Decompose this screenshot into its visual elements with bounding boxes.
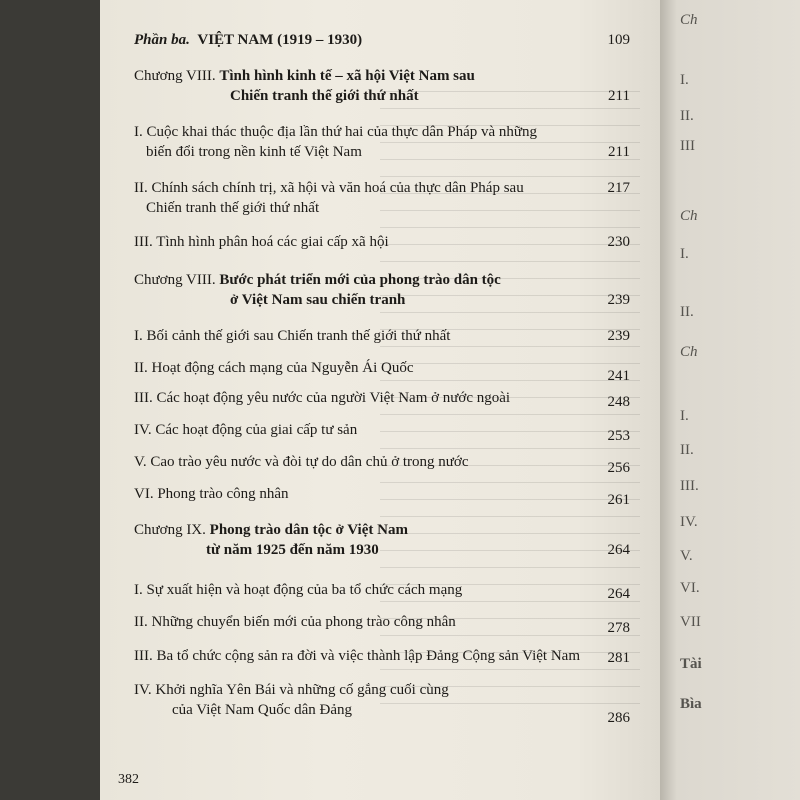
toc-entry (134, 420, 630, 444)
toc-entry (134, 646, 630, 666)
chapter-title-line: Phong trào dân tộc ở Việt Nam (209, 522, 408, 538)
entry-line: I. Sự xuất hiện và hoạt động của ba tổ chức cách mạng (134, 582, 463, 598)
right-fragment: Ch (680, 12, 698, 28)
part-title: VIỆT NAM (1919 – 1930) (197, 32, 363, 48)
entry-line: II. Chính sách chính trị, xã hội và văn hoá của thực dân Pháp sau (134, 180, 524, 196)
page-ref: 264 (607, 586, 630, 602)
entry-line: IV. Khởi nghĩa Yên Bái và những cố gắng cuối cùng (134, 682, 449, 698)
chapter-title-line: ở Việt Nam sau chiến tranh (230, 292, 406, 308)
right-fragment: Ch (680, 208, 698, 224)
right-fragment: II. (680, 442, 694, 458)
toc-entry (134, 452, 630, 476)
entry-line: III. Tình hình phân hoá các giai cấp xã hội (134, 234, 389, 250)
toc-entry (134, 358, 630, 384)
page-ref: 211 (608, 144, 630, 160)
page-ref: 261 (607, 492, 630, 508)
entry-line: VI. Phong trào công nhân (134, 486, 289, 502)
page-ref: 239 (607, 292, 630, 308)
page-ref: 109 (607, 32, 630, 48)
page-ref: 286 (607, 710, 630, 726)
toc-entry (134, 680, 630, 726)
toc-entry (134, 232, 630, 252)
chapter-heading (134, 270, 630, 310)
toc-entry (134, 580, 630, 600)
right-fragment: Tài (680, 656, 702, 672)
entry-line: biến đổi trong nền kinh tế Việt Nam (146, 144, 362, 160)
entry-line: I. Cuộc khai thác thuộc địa lần thứ hai của thực dân Pháp và những (134, 124, 538, 140)
page-ref: 211 (608, 88, 630, 104)
right-fragment: Bìa (680, 696, 702, 712)
chapter-label: Chương VIII. (134, 68, 216, 84)
part-header (134, 30, 630, 50)
right-fragment: II. (680, 108, 694, 124)
right-fragment: VI. (680, 580, 700, 596)
entry-line: của Việt Nam Quốc dân Đảng (172, 702, 353, 718)
page-ref: 230 (607, 234, 630, 250)
page-number: 382 (118, 772, 139, 787)
page-ref: 253 (607, 428, 630, 444)
right-fragment: VII (680, 614, 701, 630)
chapter-label: Chương IX. (134, 522, 206, 538)
chapter-title-line: Tình hình kinh tế – xã hội Việt Nam sau (219, 68, 475, 84)
chapter-heading (134, 66, 630, 106)
entry-line: II. Những chuyển biến mới của phong trào công nhân (134, 614, 456, 630)
toc-entry (134, 612, 630, 636)
page-ref: 248 (607, 394, 630, 410)
right-fragment: I. (680, 246, 689, 262)
entry-line: V. Cao trào yêu nước và đòi tự do dân chủ ở trong nước (134, 454, 469, 470)
page-ref: 239 (607, 328, 630, 344)
page-ref: 281 (607, 650, 630, 666)
right-fragment: II. (680, 304, 694, 320)
page-ref: 264 (607, 542, 630, 558)
toc-entry (134, 122, 630, 162)
page-ref: 217 (607, 180, 630, 196)
entry-line: III. Ba tổ chức cộng sản ra đời và việc thành lập Đảng Cộng sản Việt Nam (134, 648, 581, 664)
part-label: Phần ba. (134, 32, 190, 48)
entry-line: IV. Các hoạt động của giai cấp tư sản (134, 422, 358, 438)
chapter-label: Chương VIII. (134, 272, 216, 288)
entry-line: II. Hoạt động cách mạng của Nguyễn Ái Quốc (134, 360, 414, 376)
chapter-title-line: từ năm 1925 đến năm 1930 (206, 542, 379, 558)
right-fragment: Ch (680, 344, 698, 360)
toc-entry (134, 388, 630, 408)
page-ref: 241 (607, 368, 630, 384)
entry-line: III. Các hoạt động yêu nước của người Việt Nam ở nước ngoài (134, 390, 511, 406)
chapter-title-line: Chiến tranh thế giới thứ nhất (230, 88, 419, 104)
right-fragment: I. (680, 72, 689, 88)
toc-entry (134, 326, 630, 346)
right-fragment: III (680, 138, 695, 154)
right-fragment: IV. (680, 514, 698, 530)
chapter-title-line: Bước phát triển mới của phong trào dân tộc (219, 272, 501, 288)
right-fragment: I. (680, 408, 689, 424)
page-ref: 278 (607, 620, 630, 636)
right-fragment: V. (680, 548, 693, 564)
chapter-heading (134, 520, 630, 560)
entry-line: Chiến tranh thế giới thứ nhất (146, 200, 320, 216)
toc-entry (134, 178, 630, 218)
entry-line: I. Bối cảnh thế giới sau Chiến tranh thế giới thứ nhất (134, 328, 451, 344)
right-fragment: III. (680, 478, 699, 494)
page-ref: 256 (607, 460, 630, 476)
toc-entry (134, 484, 630, 508)
